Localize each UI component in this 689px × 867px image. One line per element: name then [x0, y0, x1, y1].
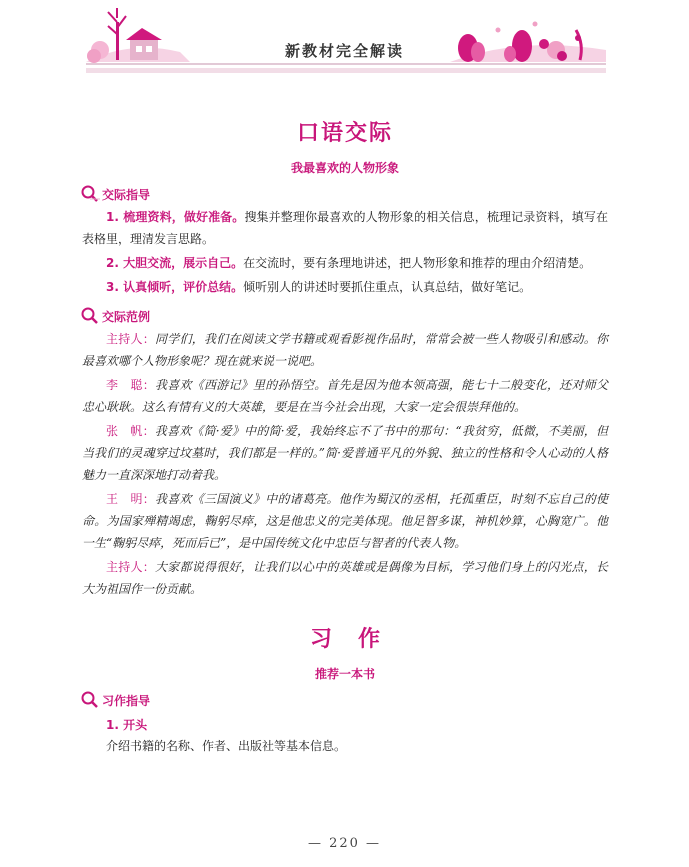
section-subtitle-oral: 我最喜欢的人物形象 [290, 161, 399, 175]
dialogue-speaker: 张 帆： [106, 424, 155, 438]
guide-item-text: 在交流时，要有条理地讲述，把人物形象和推荐的理由介绍清楚。 [243, 256, 592, 270]
guide-item-lead: 3. 认真倾听，评价总结。 [106, 280, 244, 294]
dialogue-speaker: 王 明： [106, 492, 155, 506]
guide-item [82, 276, 608, 298]
example-heading-label: 交际范例 [102, 309, 151, 324]
writing-guide-heading-label: 习作指导 [102, 693, 151, 708]
dialogue-line [82, 556, 608, 600]
guide-item-lead: 1. 梳理资料，做好准备。 [106, 210, 245, 224]
magnifier-icon [80, 306, 100, 326]
section-title-writing: 习作 [309, 626, 406, 652]
page-content [82, 80, 608, 757]
dialogue-line [82, 374, 608, 418]
dialogue-text: 大家都说得很好，让我们以心中的英雄或是偶像为目标，学习他们身上的闪光点，长大为祖国作一份贡献。 [82, 560, 608, 596]
example-heading [80, 306, 608, 326]
guide-item-text: 倾听别人的讲述时要抓住重点，认真总结，做好笔记。 [243, 280, 532, 294]
dialogue-text: 同学们，我们在阅读文学书籍或观看影视作品时，常常会被一些人物吸引和感动。你最喜欢哪个人物形象呢？现在就来说一说吧。 [82, 332, 608, 368]
dialogue-text: 我喜欢《西游记》里的孙悟空。首先是因为他本领高强，能七十二般变化，还对师父忠心耿耿。这么有情有义的大英雄，要是在当今社会出现，大家一定会很崇拜他的。 [82, 378, 608, 414]
dialogue-text: 我喜欢《简·爱》中的简·爱，我始终忘不了书中的那句：“我贫穷，低微，不美丽，但当我们的灵魂穿过坟墓时，我们都是一样的。”简·爱普通平凡的外貌、独立的性格和令人心动的人格魅力一直深深地打动着我。 [82, 424, 608, 482]
header-banner [0, 0, 689, 80]
magnifier-icon [80, 690, 100, 710]
dialogue-line [82, 328, 608, 372]
guide-item-text: 搜集并整理你最喜欢的人物形象的相关信息，梳理记录资料，填写在表格里，理清发言思路。 [82, 210, 608, 246]
header-title: 新教材完全解读 [284, 42, 404, 60]
dialogue-speaker: 李 聪： [106, 378, 155, 392]
dialogue-text: 我喜欢《三国演义》中的诸葛亮。他作为蜀汉的丞相，托孤重臣，时刻不忘自己的使命。为国家殚精竭虑，鞠躬尽瘁，这是他忠义的完美体现。他足智多谋，神机妙算，心胸宽广。他一生“鞠躬尽瘁，死而后已”，是中国传统文化中忠臣与智者的代表人物。 [82, 492, 608, 550]
dialogue-speaker: 主持人： [106, 560, 155, 574]
guide-item-lead: 2. 大胆交流，展示自己。 [106, 256, 244, 270]
writing-point-text: 介绍书籍的名称、作者、出版社等基本信息。 [106, 739, 347, 753]
writing-guide-heading [80, 690, 608, 710]
guide-item [82, 252, 608, 274]
dialogue-line [82, 488, 608, 554]
guide-item [82, 206, 608, 250]
section-title-oral: 口语交际 [296, 120, 393, 146]
writing-point-title: 1. 开头 [106, 718, 148, 732]
page-number: — 220 — [307, 836, 382, 851]
guide-heading [80, 184, 608, 204]
banner-rule [86, 63, 606, 65]
section-subtitle-writing: 推荐一本书 [314, 667, 375, 681]
magnifier-icon [80, 184, 100, 204]
guide-heading-label: 交际指导 [102, 187, 151, 202]
dialogue-line [82, 420, 608, 486]
dialogue-speaker: 主持人： [106, 332, 155, 346]
banner-rule-bottom [86, 68, 606, 73]
